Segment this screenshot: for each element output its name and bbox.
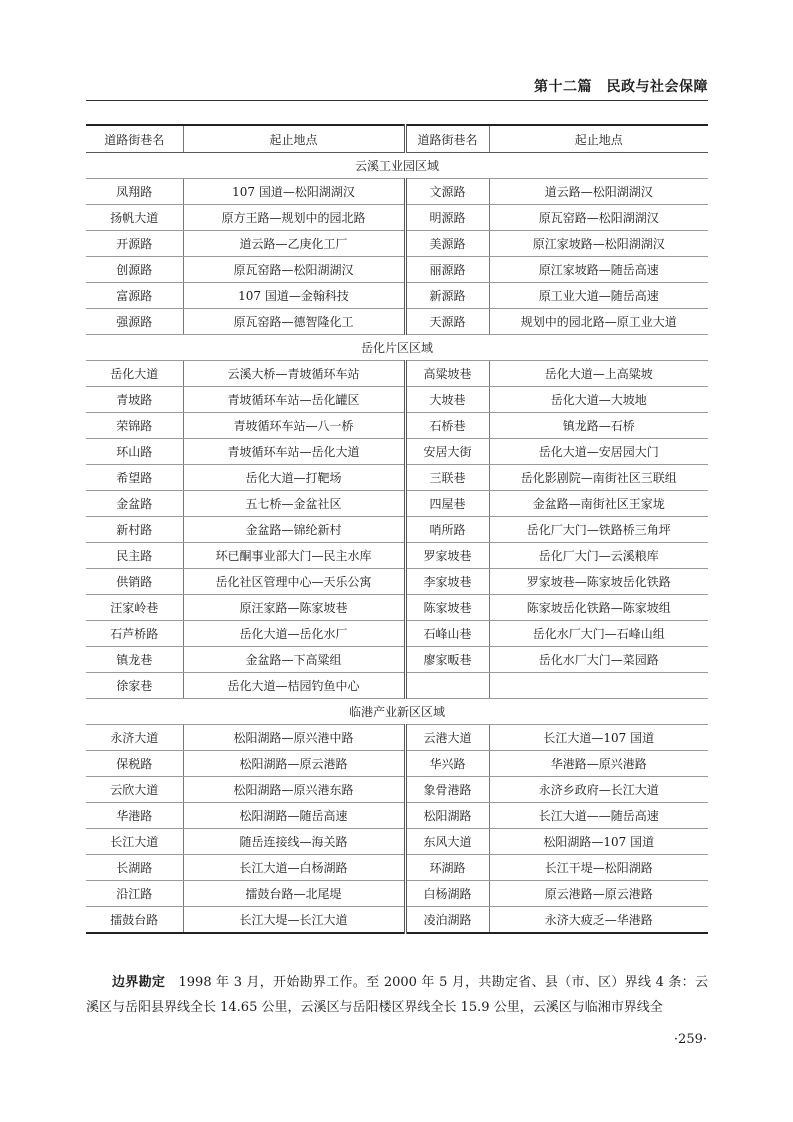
road-name: 民主路 [86,543,183,569]
start-end-location: 岳化社区管理中心—天乐公寓 [183,569,405,595]
start-end-location: 规划中的园北路—原工业大道 [489,309,708,335]
start-end-location: 岳化水厂大门—菜园路 [489,647,708,673]
road-name: 富源路 [86,283,183,309]
start-end-location: 松阳湖路—原兴港中路 [183,725,405,751]
table-row [86,387,708,413]
road-name: 开源路 [86,231,183,257]
start-end-location: 107 国道—松阳湖湖汉 [183,179,405,205]
start-end-location: 岳化大道—大坡地 [489,387,708,413]
start-end-location: 金盆路—锦纶新村 [183,517,405,543]
road-name: 凤翔路 [86,179,183,205]
road-name: 罗家坡巷 [405,543,489,569]
table-row [86,829,708,855]
road-name: 沿江路 [86,881,183,907]
road-name: 安居大街 [405,439,489,465]
table-row [86,543,708,569]
start-end-location: 岳化大道—桔园钓鱼中心 [183,673,405,699]
start-end-location: 长江大道—白杨湖路 [183,855,405,881]
road-name: 扬帆大道 [86,205,183,231]
start-end-location: 永济大疲乏—华港路 [489,907,708,934]
road-name: 供销路 [86,569,183,595]
road-name: 华港路 [86,803,183,829]
start-end-location: 青坡循环车站—八一桥 [183,413,405,439]
running-header [86,72,708,101]
road-name: 长湖路 [86,855,183,881]
section-title: 临港产业新区区域 [86,699,708,725]
table-header-row [86,125,708,153]
start-end-location: 长江大堤—长江大道 [183,907,405,934]
table-row [86,205,708,231]
road-table [86,124,708,934]
road-name: 三联巷 [405,465,489,491]
table-row [86,647,708,673]
start-end-location: 擂鼓台路—北尾堤 [183,881,405,907]
road-name: 青坡路 [86,387,183,413]
start-end-location: 陈家坡岳化铁路—陈家坡组 [489,595,708,621]
start-end-location: 岳化厂大门—云溪粮库 [489,543,708,569]
table-row [86,231,708,257]
table-row [86,777,708,803]
start-end-location: 金盆路—南街社区王家垅 [489,491,708,517]
start-end-location: 原方王路—规划中的园北路 [183,205,405,231]
table-row [86,439,708,465]
table-row [86,881,708,907]
road-name: 四屋巷 [405,491,489,517]
road-name: 强源路 [86,309,183,335]
start-end-location: 岳化水厂大门—石峰山组 [489,621,708,647]
paragraph-lead: 边界勘定 [112,975,166,990]
start-end-location: 镇龙路—石桥 [489,413,708,439]
start-end-location: 岳化厂大门—铁路桥三角坪 [489,517,708,543]
start-end-location: 原工业大道—随岳高速 [489,283,708,309]
table-row [86,803,708,829]
start-end-location: 罗家坡巷—陈家坡岳化铁路 [489,569,708,595]
start-end-location: 岳化影剧院—南街社区三联组 [489,465,708,491]
start-end-location: 原江家坡路—随岳高速 [489,257,708,283]
table-row [86,283,708,309]
start-end-location: 华港路—原兴港路 [489,751,708,777]
table-row [86,179,708,205]
road-name: 明源路 [405,205,489,231]
road-name: 东风大道 [405,829,489,855]
road-name: 文源路 [405,179,489,205]
road-name: 永济大道 [86,725,183,751]
road-name: 陈家坡巷 [405,595,489,621]
road-name: 华兴路 [405,751,489,777]
section-title: 云溪工业园区域 [86,153,708,179]
table-row [86,257,708,283]
road-name: 丽源路 [405,257,489,283]
table-row [86,569,708,595]
column-header: 道路街巷名 [405,125,489,153]
road-name: 保税路 [86,751,183,777]
road-name: 石桥巷 [405,413,489,439]
section-title-row [86,335,708,361]
road-name: 云港大道 [405,725,489,751]
road-name: 廖家畈巷 [405,647,489,673]
road-name: 石峰山巷 [405,621,489,647]
road-name: 岳化大道 [86,361,183,387]
road-name: 白杨湖路 [405,881,489,907]
road-name [405,673,489,699]
start-end-location [489,673,708,699]
start-end-location: 松阳湖路—原兴港东路 [183,777,405,803]
start-end-location: 长江大道——随岳高速 [489,803,708,829]
start-end-location: 云溪大桥—青坡循环车站 [183,361,405,387]
table-row [86,621,708,647]
table-row [86,673,708,699]
start-end-location: 原瓦窑路—松阳湖湖汉 [489,205,708,231]
road-name: 镇龙巷 [86,647,183,673]
table-row [86,309,708,335]
road-name: 美源路 [405,231,489,257]
start-end-location: 岳化大道—打靶场 [183,465,405,491]
column-header: 道路街巷名 [86,125,183,153]
table-row [86,465,708,491]
start-end-location: 松阳湖路—随岳高速 [183,803,405,829]
road-name: 长江大道 [86,829,183,855]
paragraph-text: 1998 年 3 月，开始勘界工作。至 2000 年 5 月，共勘定省、县（市、区）界线 4 条：云溪区与岳阳县界线全长 14.65 公里，云溪区与岳阳楼区界线全长 15.9 公里，云溪区与临湘市界线全 [86,975,708,1015]
start-end-location: 原瓦窑路—德智隆化工 [183,309,405,335]
start-end-location: 岳化大道—安居园大门 [489,439,708,465]
start-end-location: 原云港路—原云港路 [489,881,708,907]
boundary-paragraph [86,970,708,1020]
road-name: 凌泊湖路 [405,907,489,934]
section-title: 岳化片区区域 [86,335,708,361]
section-title-row [86,153,708,179]
start-end-location: 107 国道—金翰科技 [183,283,405,309]
road-name: 希望路 [86,465,183,491]
table-row [86,595,708,621]
start-end-location: 长江干堤—松阳湖路 [489,855,708,881]
start-end-location: 永济乡政府—长江大道 [489,777,708,803]
road-name: 云欣大道 [86,777,183,803]
table-row [86,907,708,934]
start-end-location: 松阳湖路—原云港路 [183,751,405,777]
table-row [86,725,708,751]
road-name: 象骨港路 [405,777,489,803]
table-row [86,751,708,777]
road-name: 徐家巷 [86,673,183,699]
start-end-location: 原汪家路—陈家坡巷 [183,595,405,621]
column-header: 起止地点 [183,125,405,153]
page-number: ·259· [673,1032,707,1047]
road-name: 松阳湖路 [405,803,489,829]
start-end-location: 金盆路—下高粱组 [183,647,405,673]
start-end-location: 岳化大道—岳化水厂 [183,621,405,647]
table-row [86,361,708,387]
road-name: 汪家岭巷 [86,595,183,621]
start-end-location: 原瓦窑路—松阳湖湖汉 [183,257,405,283]
road-name: 高粱坡巷 [405,361,489,387]
section-title-row [86,699,708,725]
start-end-location: 原江家坡路—松阳湖湖汉 [489,231,708,257]
road-name: 荣锦路 [86,413,183,439]
road-name: 石芦桥路 [86,621,183,647]
start-end-location: 青坡循环车站—岳化罐区 [183,387,405,413]
road-name: 金盆路 [86,491,183,517]
road-name: 哨所路 [405,517,489,543]
table-row [86,855,708,881]
table-row [86,413,708,439]
table-row [86,491,708,517]
start-end-location: 道云路—松阳湖湖汉 [489,179,708,205]
start-end-location: 岳化大道—上高粱坡 [489,361,708,387]
start-end-location: 松阳湖路—107 国道 [489,829,708,855]
start-end-location: 道云路—乙庚化工厂 [183,231,405,257]
table-row [86,517,708,543]
road-name: 李家坡巷 [405,569,489,595]
road-name: 新源路 [405,283,489,309]
road-name: 环湖路 [405,855,489,881]
column-header: 起止地点 [489,125,708,153]
road-name: 擂鼓台路 [86,907,183,934]
start-end-location: 五七桥—金盆社区 [183,491,405,517]
road-name: 环山路 [86,439,183,465]
road-name: 天源路 [405,309,489,335]
road-name: 大坡巷 [405,387,489,413]
start-end-location: 青坡循环车站—岳化大道 [183,439,405,465]
chapter-title: 第十二篇 民政与社会保障 [534,79,708,95]
start-end-location: 随岳连接线—海关路 [183,829,405,855]
road-name: 新村路 [86,517,183,543]
start-end-location: 长江大道—107 国道 [489,725,708,751]
start-end-location: 环已酮事业部大门—民主水库 [183,543,405,569]
road-name: 创源路 [86,257,183,283]
